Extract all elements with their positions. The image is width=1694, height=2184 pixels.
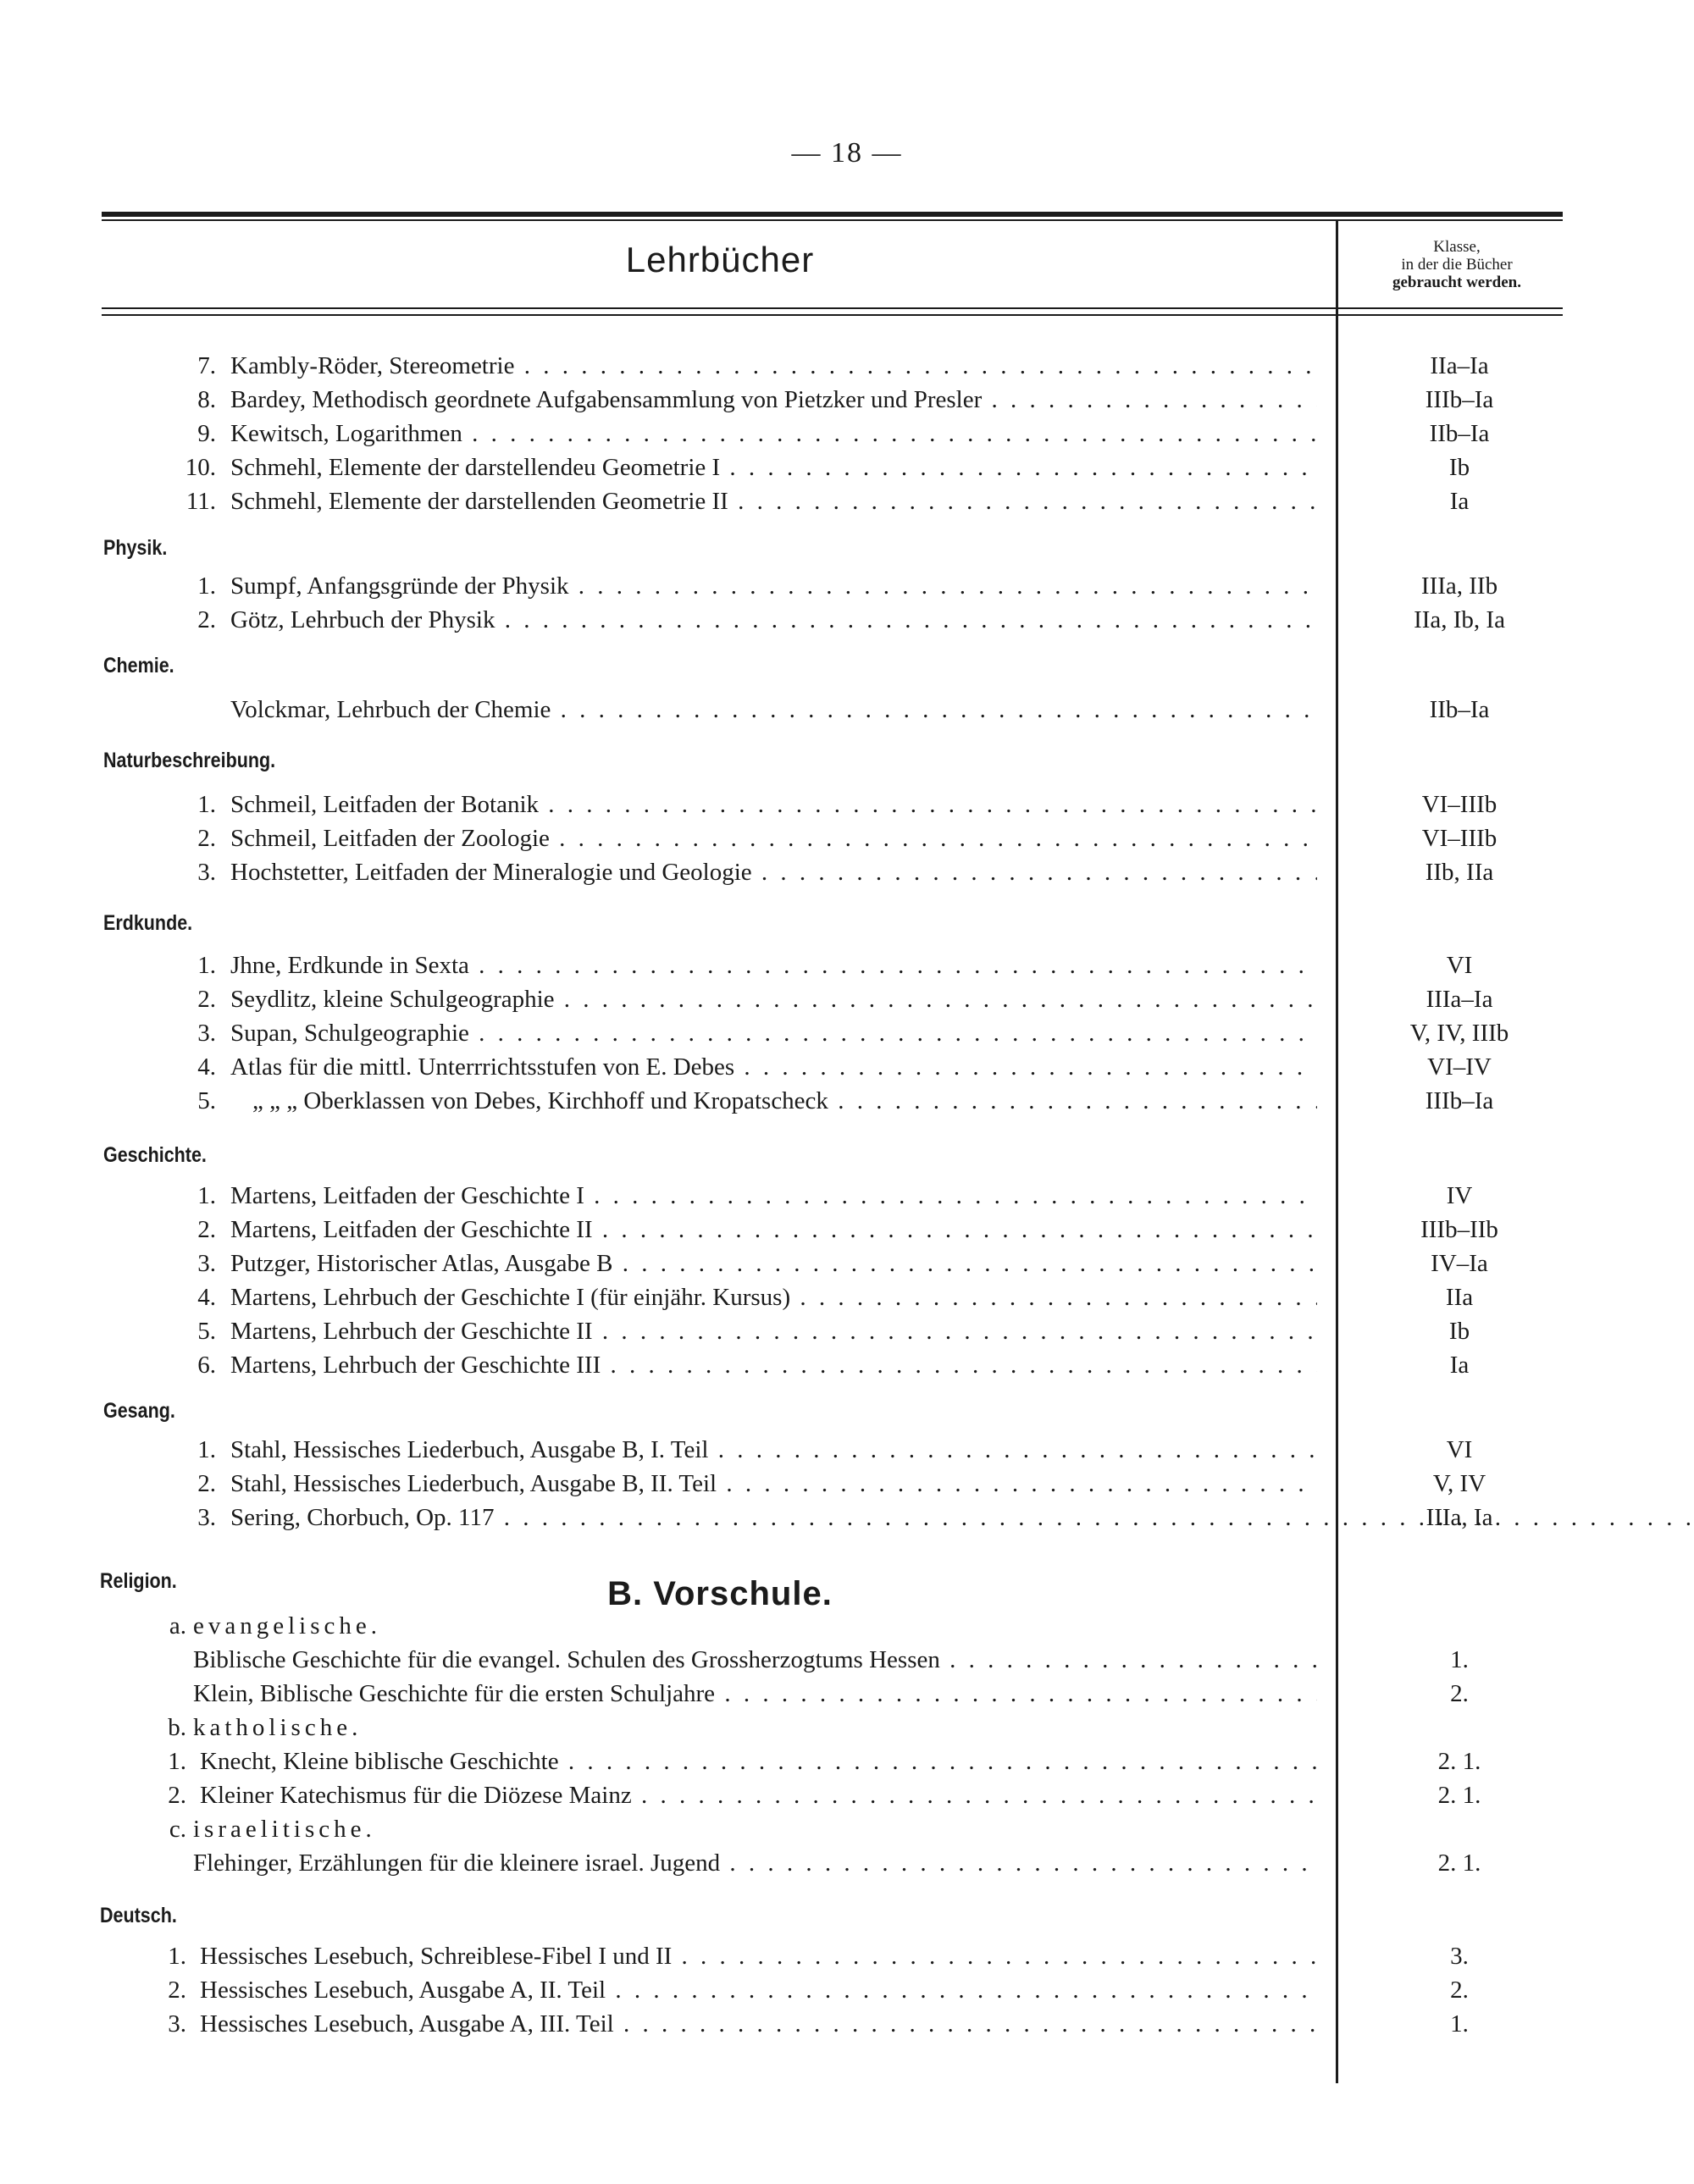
class-value: IV–Ia [1431, 1250, 1488, 1277]
vorschule-title: B. Vorschule. [607, 1575, 833, 1612]
class-value: 2. [1450, 1977, 1469, 2004]
list-item: 2. Stahl, Hessisches Liederbuch, Ausgabe B, II. Teil . . . [0, 1467, 1338, 1501]
class-value: VI–IIIb [1421, 825, 1497, 852]
religion-group-a: a. evangelische. [169, 1612, 382, 1639]
section-heading-naturbeschreibung: Naturbeschreibung. [103, 749, 276, 772]
class-value: IIa [1445, 1284, 1474, 1311]
class-value: IV [1446, 1182, 1473, 1209]
class-value: IIIb–Ia [1425, 1087, 1494, 1114]
list-item: 1. Jhne, Erdkunde in Sexta . . . [0, 948, 1338, 982]
list-item: 8. Bardey, Methodisch geordnete Aufgabensammlung von Pietzker und Presler . . . [0, 383, 1338, 417]
class-value: IIIa–Ia [1426, 986, 1493, 1013]
class-value: 1. [1450, 1646, 1469, 1673]
list-item: 6. Martens, Lehrbuch der Geschichte III . . . [0, 1348, 1338, 1382]
class-value: IIa, Ib, Ia [1414, 606, 1505, 633]
section-heading-religion: Religion. [100, 1569, 177, 1593]
list-item: 4. Atlas für die mittl. Unterrrichtsstufen von E. Debes . . . [0, 1050, 1338, 1084]
section-heading-deutsch: Deutsch. [100, 1904, 177, 1927]
class-value: IIb–Ia [1429, 696, 1490, 723]
list-item: 1. Knecht, Kleine biblische Geschichte . . . [0, 1744, 1338, 1778]
class-value: IIIa, IIb [1420, 572, 1498, 600]
list-item: 1. Hessisches Lesebuch, Schreiblese-Fibel I und II . . . [0, 1939, 1338, 1973]
class-value: 2. [1450, 1680, 1469, 1707]
list-item: 11. Schmehl, Elemente der darstellenden Geometrie II . . . [0, 484, 1338, 518]
list-item: 1. Stahl, Hessisches Liederbuch, Ausgabe B, I. Teil . . . [0, 1433, 1338, 1467]
list-item: Flehinger, Erzählungen für die kleinere israel. Jugend . . . [0, 1846, 1338, 1880]
list-item: 2. Kleiner Katechismus für die Diözese Mainz . . . [0, 1778, 1338, 1812]
class-value: VI [1446, 952, 1473, 979]
header-bottom-rule-1 [102, 307, 1563, 309]
list-item: 2. Martens, Leitfaden der Geschichte II . . . [0, 1213, 1338, 1247]
class-value: IIIb–IIb [1420, 1216, 1498, 1243]
list-item: 3. Supan, Schulgeographie . . . [0, 1016, 1338, 1050]
list-item: 4. Martens, Lehrbuch der Geschichte I (für einjähr. Kursus) . . . [0, 1280, 1338, 1314]
class-value: IIa–Ia [1430, 352, 1489, 379]
header-title: Lehrbücher [625, 240, 815, 279]
list-item: 1. Martens, Leitfaden der Geschichte I . . . [0, 1179, 1338, 1213]
list-item: 2. Götz, Lehrbuch der Physik . . . [0, 603, 1338, 637]
religion-group-c: c. israelitische. [169, 1816, 376, 1843]
class-value: V, IV, IIIb [1409, 1020, 1509, 1047]
list-item: 3. Hessisches Lesebuch, Ausgabe A, III. Teil . . . [0, 2007, 1338, 2041]
list-item: 1. Sumpf, Anfangsgründe der Physik . . . [0, 569, 1338, 603]
list-item: 9. Kewitsch, Logarithmen . . . [0, 417, 1338, 451]
class-value: VI–IV [1427, 1053, 1492, 1081]
list-item: 5. „ „ „ Oberklassen von Debes, Kirchhoff und Kropatscheck . . . [0, 1084, 1338, 1118]
list-item: 3. Hochstetter, Leitfaden der Mineralogie und Geologie . . . [0, 855, 1338, 889]
religion-group-b: b. katholische. [168, 1714, 363, 1741]
header-top-rule-thick [102, 212, 1563, 217]
list-item: Biblische Geschichte für die evangel. Schulen des Grossherzogtums Hessen . . . [0, 1643, 1338, 1677]
list-item: 1. Schmeil, Leitfaden der Botanik . . . [0, 788, 1338, 821]
class-value: VI [1446, 1436, 1473, 1463]
list-item: 3. Sering, Chorbuch, Op. 117 . . . [0, 1501, 1338, 1534]
class-value: VI–IIIb [1421, 791, 1497, 818]
class-value: 1. [1450, 2010, 1469, 2037]
list-item: 7. Kambly-Röder, Stereometrie . . . [0, 349, 1338, 383]
header-bottom-rule-2 [102, 314, 1563, 316]
class-value: 2. 1. [1437, 1748, 1481, 1775]
class-value: IIIb–Ia [1425, 386, 1494, 413]
header-top-rule-thin [102, 219, 1563, 221]
section-heading-physik: Physik. [103, 536, 168, 560]
page-number: — 18 — [791, 137, 903, 169]
class-value: IIb–Ia [1429, 420, 1490, 447]
class-value: 2. 1. [1437, 1782, 1481, 1809]
list-item: Volckmar, Lehrbuch der Chemie . . . [0, 693, 1338, 727]
list-item: Klein, Biblische Geschichte für die ersten Schuljahre . . . [0, 1677, 1338, 1711]
class-column-heading-line1: Klasse, [1433, 238, 1481, 256]
list-item: 2. Schmeil, Leitfaden der Zoologie . . . [0, 821, 1338, 855]
list-item: 3. Putzger, Historischer Atlas, Ausgabe B . . . [0, 1247, 1338, 1280]
list-item: 2. Seydlitz, kleine Schulgeographie . . . [0, 982, 1338, 1016]
class-value: 3. [1450, 1943, 1469, 1970]
list-item: 10. Schmehl, Elemente der darstellendeu Geometrie I . . . [0, 451, 1338, 484]
class-column-heading-line3: gebraucht werden. [1392, 274, 1521, 291]
class-value: 2. 1. [1437, 1849, 1481, 1877]
class-value: Ia [1449, 488, 1470, 515]
class-value: V, IV [1432, 1470, 1486, 1497]
section-heading-geschichte: Geschichte. [103, 1143, 207, 1167]
list-item: 5. Martens, Lehrbuch der Geschichte II . . . [0, 1314, 1338, 1348]
class-value: IIb, IIa [1425, 859, 1494, 886]
class-value: IIIa, Ia [1426, 1504, 1493, 1531]
section-heading-erdkunde: Erdkunde. [103, 911, 193, 935]
section-heading-gesang: Gesang. [103, 1399, 175, 1423]
class-value: Ib [1448, 1318, 1470, 1345]
section-heading-chemie: Chemie. [103, 654, 174, 677]
class-value: Ia [1449, 1352, 1470, 1379]
list-item: 2. Hessisches Lesebuch, Ausgabe A, II. Teil . . . [0, 1973, 1338, 2007]
class-column-heading-line2: in der die Bücher [1401, 256, 1513, 274]
class-value: Ib [1448, 454, 1470, 481]
